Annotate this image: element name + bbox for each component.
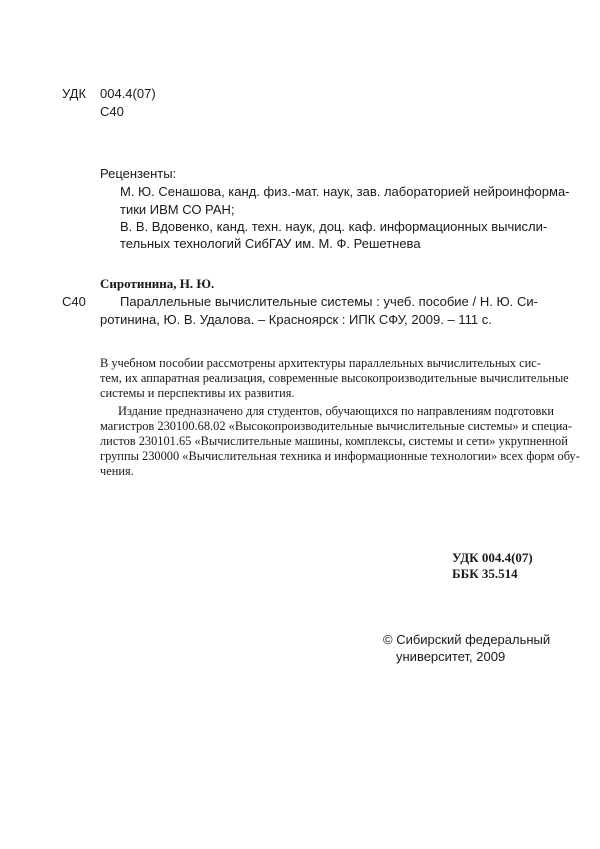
udk-label: УДК [62, 86, 87, 101]
abstract-p2-line-1: Издание предназначено для студентов, обучающихся по направлениям подготовки [118, 404, 554, 418]
bib-index: С40 [62, 294, 86, 309]
reviewers-title: Рецензенты: [100, 166, 177, 181]
reviewer-1-line-2: тики ИВМ СО РАН; [120, 202, 235, 217]
abstract-p2-line-2: магистров 230100.68.02 «Высокопроизводительные вычислительные системы» и специа- [100, 419, 572, 433]
abstract-p2-line-3: листов 230101.65 «Вычислительные машины, комплексы, системы и сети» укрупненной [100, 434, 568, 448]
reviewer-2-line-2: тельных технологий СибГАУ им. М. Ф. Решетнева [120, 236, 421, 251]
udk-classification: УДК 004.4(07) [452, 550, 533, 565]
abstract-p1-line-1: В учебном пособии рассмотрены архитектуры параллельных вычислительных сис- [100, 356, 541, 370]
abstract-p2-line-5: чения. [100, 464, 134, 478]
udk-code: 004.4(07) [100, 86, 156, 101]
bib-author: Сиротинина, Н. Ю. [100, 276, 215, 291]
bib-line-1: Параллельные вычислительные системы : учеб. пособие / Н. Ю. Си- [120, 294, 538, 309]
abstract-p2-line-4: группы 230000 «Вычислительная техника и информационные технологии» всех форм обу- [100, 449, 580, 463]
copyright-line-1: © Сибирский федеральный [383, 632, 551, 647]
reviewer-2-line-1: В. В. Вдовенко, канд. техн. наук, доц. каф. информационных вычисли- [120, 219, 548, 234]
bib-line-2: ротинина, Ю. В. Удалова. – Красноярск : ИПК СФУ, 2009. – 111 с. [100, 312, 492, 327]
copyright-line-2: университет, 2009 [396, 649, 506, 664]
abstract-p1-line-3: системы и перспективы их развития. [100, 386, 295, 400]
abstract-p1-line-2: тем, их аппаратная реализация, современные высокопроизводительные вычислительные [100, 371, 569, 385]
index-code: С40 [100, 104, 124, 119]
bbk-classification: ББК 35.514 [452, 566, 518, 581]
reviewer-1-line-1: М. Ю. Сенашова, канд. физ.-мат. наук, зав. лабораторией нейроинформа- [120, 184, 570, 199]
